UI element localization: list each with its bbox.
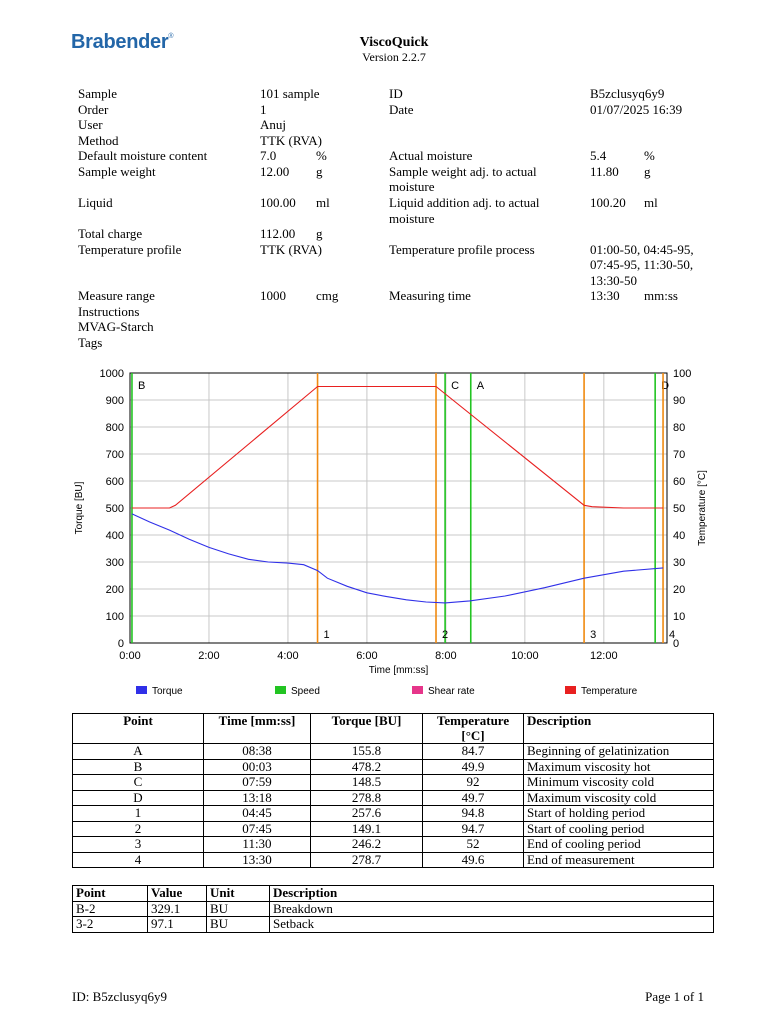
mvag-starch-label: MVAG-Starch xyxy=(78,319,154,334)
table-row xyxy=(73,901,714,917)
y-tick-label: 900 xyxy=(105,395,124,407)
total-charge-value: 112.00 xyxy=(260,226,296,241)
y-tick-label: 800 xyxy=(105,422,124,434)
x-tick-label: 8:00 xyxy=(435,650,457,662)
user-label: User xyxy=(78,117,103,132)
y-tick-label: 100 xyxy=(105,611,124,623)
footer-id: ID: B5zclusyq6y9 xyxy=(72,989,167,1004)
sample-value: 101 sample xyxy=(260,86,320,101)
y2-tick-label: 0 xyxy=(673,638,680,650)
x-tick-label: 12:00 xyxy=(590,650,618,662)
legend-label: Temperature xyxy=(581,686,638,697)
brabender-logo: Brabender® xyxy=(71,31,174,53)
table-cell: 257.6 xyxy=(311,806,423,822)
x-tick-label: 0:00 xyxy=(119,650,141,662)
tags-label: Tags xyxy=(78,334,103,350)
table-cell: End of cooling period xyxy=(524,837,714,853)
temp-profile-process-value: 01:00-50, 04:45-95, 07:45-95, 11:30-50, 13:30-50 xyxy=(590,241,694,288)
table-row xyxy=(73,759,714,775)
table-cell: 3 xyxy=(73,837,204,853)
table-cell: 00:03 xyxy=(204,759,311,775)
y-tick-label: 0 xyxy=(117,638,124,650)
y-tick-label: 600 xyxy=(105,476,124,488)
id-value: B5zclusyq6y9 xyxy=(590,86,665,101)
y2-tick-label: 20 xyxy=(673,584,686,596)
values-header-description: Description xyxy=(270,886,714,902)
table-cell: Beginning of gelatinization xyxy=(524,744,714,760)
legend-label: Torque xyxy=(152,686,183,697)
table-cell: 11:30 xyxy=(204,837,311,853)
table-cell: 4 xyxy=(73,852,204,868)
values-header-unit: Unit xyxy=(207,886,270,902)
sample-weight-adj-unit: g xyxy=(644,163,651,179)
date-value: 01/07/2025 16:39 xyxy=(590,101,683,117)
actual-moisture-value: 5.4 xyxy=(590,148,607,163)
default-moisture-value: 7.0 xyxy=(260,148,277,163)
y2-tick-label: 30 xyxy=(673,557,686,569)
legend-label: Speed xyxy=(291,686,320,697)
table-cell: 478.2 xyxy=(311,759,423,775)
total-charge-label: Total charge xyxy=(78,226,143,241)
table-cell: Maximum viscosity hot xyxy=(524,759,714,775)
table-cell: 07:45 xyxy=(204,821,311,837)
legend-swatch xyxy=(412,686,423,694)
table-cell: 49.9 xyxy=(423,759,524,775)
y2-tick-label: 10 xyxy=(673,611,686,623)
marker-label-D: D xyxy=(661,380,670,392)
values-table-header xyxy=(73,886,714,902)
temp-profile-label: Temperature profile xyxy=(78,241,182,257)
table-cell: 92 xyxy=(423,775,524,791)
order-label: Order xyxy=(78,101,109,117)
default-moisture-unit: % xyxy=(316,148,327,163)
x-tick-label: 6:00 xyxy=(356,650,378,662)
points-table-header xyxy=(73,714,714,744)
table-cell: 84.7 xyxy=(423,744,524,760)
actual-moisture-unit: % xyxy=(644,148,655,163)
marker-label-2: 2 xyxy=(442,629,449,641)
legend-label: Shear rate xyxy=(428,686,475,697)
temp-profile-process-label: Temperature profile process xyxy=(389,241,535,257)
y2-tick-label: 50 xyxy=(673,503,686,515)
y2-tick-label: 100 xyxy=(673,368,692,380)
table-cell: 148.5 xyxy=(311,775,423,791)
table-cell: 97.1 xyxy=(148,917,207,933)
points-header-description: Description xyxy=(524,714,714,744)
y2-tick-label: 90 xyxy=(673,395,686,407)
user-value: Anuj xyxy=(260,117,286,132)
order-value: 1 xyxy=(260,101,267,117)
table-cell: Setback xyxy=(270,917,714,933)
measuring-time-unit: mm:ss xyxy=(644,288,678,303)
measuring-time-label: Measuring time xyxy=(389,288,471,303)
x-tick-label: 10:00 xyxy=(511,650,539,662)
y2-tick-label: 80 xyxy=(673,422,686,434)
table-row xyxy=(73,790,714,806)
table-cell: 2 xyxy=(73,821,204,837)
points-header-temperature: Temperature [°C] xyxy=(423,714,524,744)
legend-swatch xyxy=(136,686,147,694)
marker-label-1: 1 xyxy=(323,629,330,641)
table-cell: 246.2 xyxy=(311,837,423,853)
y-tick-label: 400 xyxy=(105,530,124,542)
sample-weight-unit: g xyxy=(316,163,323,179)
table-cell: 08:38 xyxy=(204,744,311,760)
method-label: Method xyxy=(78,132,119,148)
values-header-value: Value xyxy=(148,886,207,902)
table-cell: B xyxy=(73,759,204,775)
table-row xyxy=(73,821,714,837)
liquid-adj-value: 100.20 xyxy=(590,195,626,210)
y2-tick-label: 70 xyxy=(673,449,686,461)
values-header-point: Point xyxy=(73,886,148,902)
table-cell: B-2 xyxy=(73,901,148,917)
table-cell: 07:59 xyxy=(204,775,311,791)
marker-label-C: C xyxy=(451,380,460,392)
table-cell: Minimum viscosity cold xyxy=(524,775,714,791)
table-cell: 49.7 xyxy=(423,790,524,806)
y-tick-label: 200 xyxy=(105,584,124,596)
points-header-time: Time [mm:ss] xyxy=(204,714,311,744)
table-cell: 94.7 xyxy=(423,821,524,837)
chart-svg xyxy=(70,362,710,702)
table-cell: 1 xyxy=(73,806,204,822)
marker-label-A: A xyxy=(476,380,485,392)
table-cell: C xyxy=(73,775,204,791)
table-cell: BU xyxy=(207,901,270,917)
marker-label-B: B xyxy=(137,380,146,392)
measure-range-value: 1000 xyxy=(260,288,286,303)
y2-axis-label: Temperature [°C] xyxy=(697,470,708,546)
table-cell: 13:30 xyxy=(204,852,311,868)
table-cell: Breakdown xyxy=(270,901,714,917)
table-row xyxy=(73,917,714,933)
table-row xyxy=(73,744,714,760)
measuring-time-value: 13:30 xyxy=(590,288,620,303)
liquid-adj-label: Liquid addition adj. to actual moisture xyxy=(389,195,540,226)
legend-swatch xyxy=(565,686,576,694)
y-tick-label: 1000 xyxy=(99,368,124,380)
y2-tick-label: 40 xyxy=(673,530,686,542)
marker-label-4: 4 xyxy=(669,629,676,641)
points-table xyxy=(72,713,714,868)
x-axis-label: Time [mm:ss] xyxy=(368,665,429,676)
table-cell: End of measurement xyxy=(524,852,714,868)
footer-page-number: Page 1 of 1 xyxy=(645,989,704,1004)
table-cell: Maximum viscosity cold xyxy=(524,790,714,806)
table-cell: 94.8 xyxy=(423,806,524,822)
table-cell: 52 xyxy=(423,837,524,853)
liquid-adj-unit: ml xyxy=(644,195,658,210)
table-cell: 329.1 xyxy=(148,901,207,917)
method-value: TTK (RVA) xyxy=(260,132,322,148)
document-version: Version 2.2.7 xyxy=(362,50,426,64)
viscosity-chart xyxy=(70,362,710,702)
measure-range-label: Measure range xyxy=(78,288,155,303)
table-row xyxy=(73,837,714,853)
x-tick-label: 2:00 xyxy=(198,650,220,662)
default-moisture-label: Default moisture content xyxy=(78,148,208,163)
sample-weight-adj-label: Sample weight adj. to actual moisture xyxy=(389,163,537,194)
table-cell: A xyxy=(73,744,204,760)
table-cell: 155.8 xyxy=(311,744,423,760)
x-tick-label: 4:00 xyxy=(277,650,299,662)
document-title: ViscoQuick xyxy=(359,35,429,50)
table-cell: 49.6 xyxy=(423,852,524,868)
table-row xyxy=(73,775,714,791)
liquid-unit: ml xyxy=(316,195,330,210)
total-charge-unit: g xyxy=(316,226,323,241)
table-cell: 3-2 xyxy=(73,917,148,933)
table-row xyxy=(73,806,714,822)
table-cell: D xyxy=(73,790,204,806)
date-label: Date xyxy=(389,101,414,117)
liquid-value: 100.00 xyxy=(260,195,296,210)
table-cell: Start of holding period xyxy=(524,806,714,822)
y2-tick-label: 60 xyxy=(673,476,686,488)
liquid-label: Liquid xyxy=(78,195,113,210)
table-cell: 278.8 xyxy=(311,790,423,806)
sample-weight-label: Sample weight xyxy=(78,163,156,179)
points-header-torque: Torque [BU] xyxy=(311,714,423,744)
table-cell: 04:45 xyxy=(204,806,311,822)
points-header-point: Point xyxy=(73,714,204,744)
y-tick-label: 300 xyxy=(105,557,124,569)
y-tick-label: 700 xyxy=(105,449,124,461)
table-cell: Start of cooling period xyxy=(524,821,714,837)
table-cell: 149.1 xyxy=(311,821,423,837)
sample-label: Sample xyxy=(78,86,117,101)
legend-swatch xyxy=(275,686,286,694)
marker-label-3: 3 xyxy=(590,629,597,641)
temp-profile-value: TTK (RVA) xyxy=(260,241,322,257)
id-label: ID xyxy=(389,86,403,101)
table-cell: BU xyxy=(207,917,270,933)
table-row xyxy=(73,852,714,868)
instructions-label: Instructions xyxy=(78,303,140,319)
y-tick-label: 500 xyxy=(105,503,124,515)
actual-moisture-label: Actual moisture xyxy=(389,148,473,163)
values-table xyxy=(72,885,714,933)
table-cell: 278.7 xyxy=(311,852,423,868)
measure-range-unit: cmg xyxy=(316,288,339,303)
y-axis-label: Torque [BU] xyxy=(74,481,85,535)
sample-weight-value: 12.00 xyxy=(260,163,290,179)
table-cell: 13:18 xyxy=(204,790,311,806)
sample-weight-adj-value: 11.80 xyxy=(590,163,619,179)
